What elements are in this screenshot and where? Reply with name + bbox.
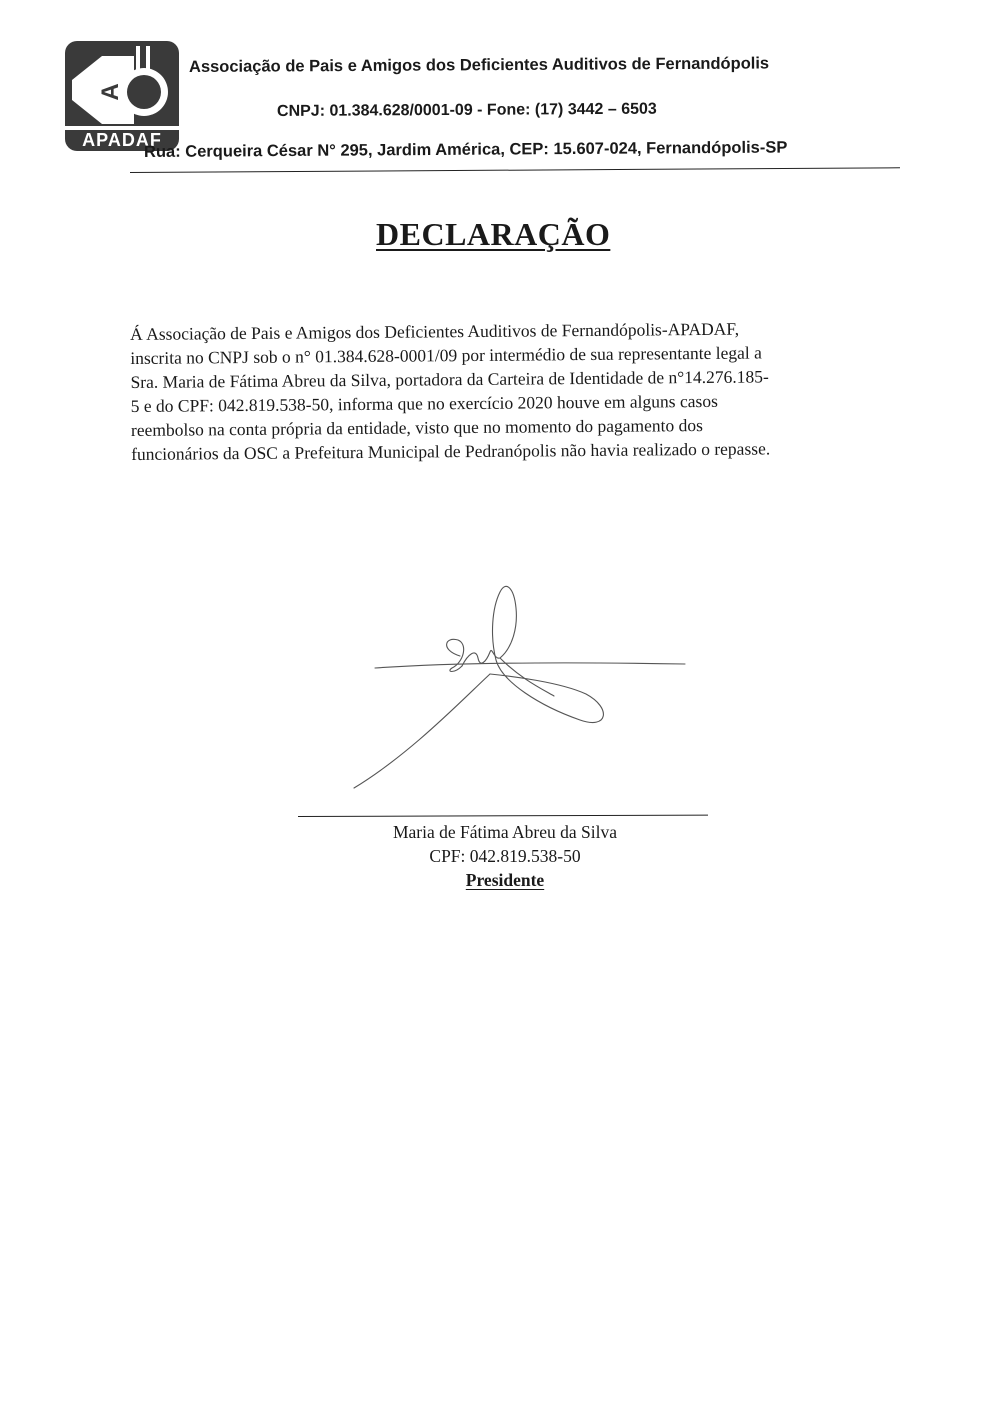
header-divider: [130, 167, 900, 173]
paragraph-line: funcionários da OSC a Prefeitura Municipal de Pedranópolis não havia realizado o repasse.: [131, 438, 771, 464]
signature-line: [298, 815, 708, 817]
paragraph-line: Á Associação de Pais e Amigos dos Deficientes Auditivos de Fernandópolis-APADAF,: [130, 318, 740, 344]
organization-address: Rua: Cerqueira César N° 295, Jardim América, CEP: 15.607-024, Fernandópolis-SP: [143, 138, 788, 161]
signer-name: Maria de Fátima Abreu da Silva: [392, 822, 618, 842]
apadaf-logo: [64, 40, 180, 152]
signer-cpf: CPF: 042.819.538-50: [429, 846, 581, 866]
paragraph-line: 5 e do CPF: 042.819.538-50, informa que no exercício 2020 houve em alguns casos: [130, 390, 718, 416]
document-title: DECLARAÇÃO: [376, 216, 611, 252]
paragraph-line: reembolso na conta própria da entidade, visto que no momento do pagamento dos: [130, 415, 704, 440]
declaration-paragraph: [130, 316, 871, 466]
paragraph-line: inscrita no CNPJ sob o n° 01.384.628-0001/09 por intermédio de sua representante legal a: [130, 342, 762, 368]
handwritten-signature: [340, 578, 710, 798]
signer-block: [330, 820, 680, 892]
logo-monogram: A: [97, 83, 124, 101]
organization-cnpj-phone: CNPJ: 01.384.628/0001-09 - Fone: (17) 3442 – 6503: [276, 100, 657, 120]
paragraph-line: Sra. Maria de Fátima Abreu da Silva, portadora da Carteira de Identidade de n°14.276.185-: [130, 366, 769, 392]
signer-role: Presidente: [465, 870, 545, 890]
logo-wordmark: APADAF: [82, 130, 162, 150]
organization-name: Associação de Pais e Amigos dos Deficientes Auditivos de Fernandópolis: [188, 54, 770, 76]
